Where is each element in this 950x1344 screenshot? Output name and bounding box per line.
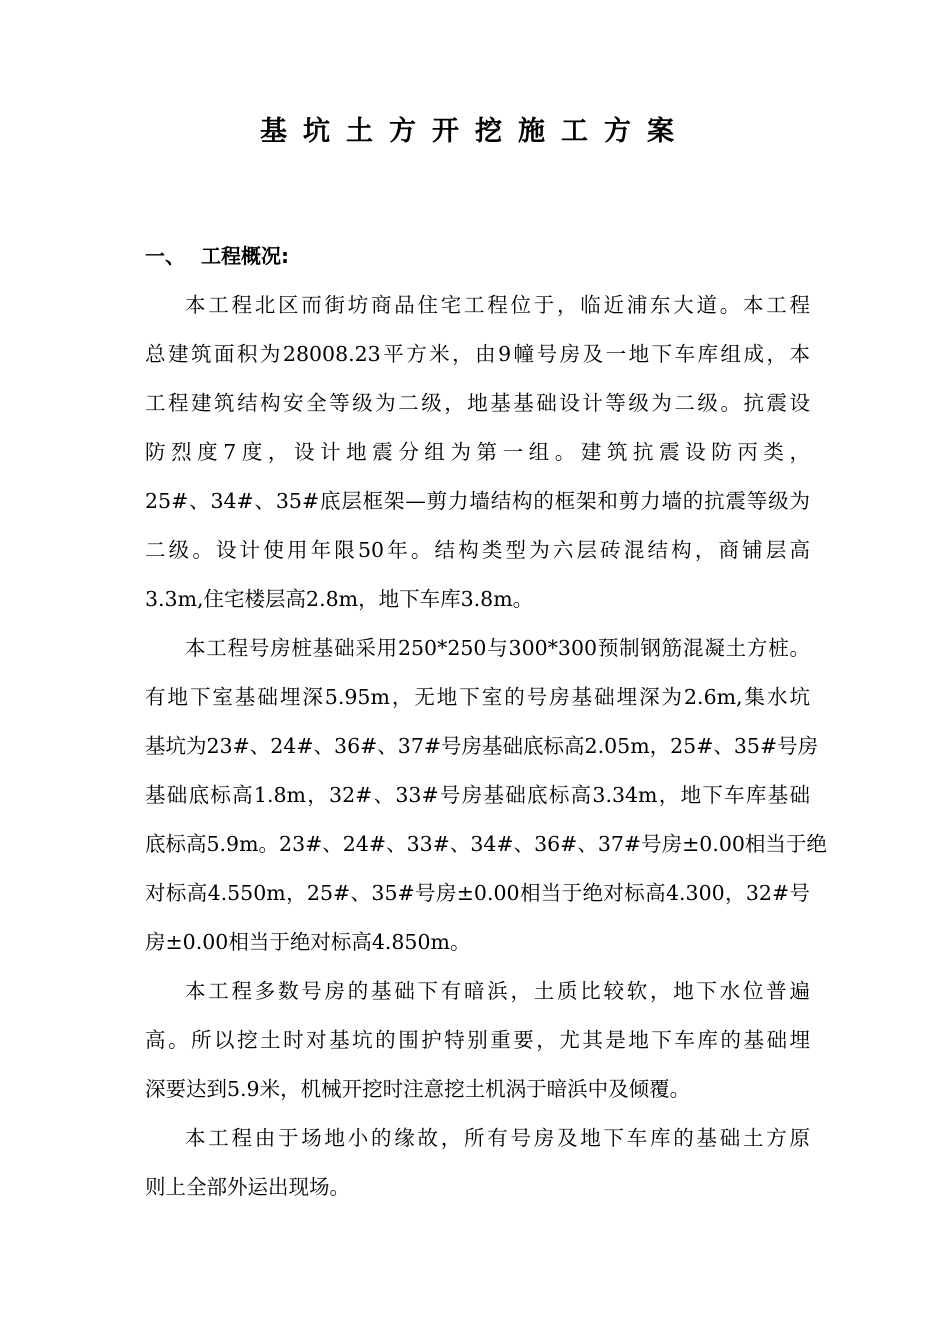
text-line: 对标高4.550m，25#、35#号房±0.00相当于绝对标高4.300，32#号 bbox=[145, 881, 810, 905]
text-line: 本工程号房桩基础采用250*250与300*300预制钢筋混凝土方桩。 bbox=[185, 636, 810, 660]
paragraph-transport bbox=[145, 1118, 810, 1216]
section-number: 一、 bbox=[145, 244, 185, 268]
text-line: 深要达到5.9米，机械开挖时注意挖土机涡于暗浜中及倾覆。 bbox=[145, 1077, 691, 1101]
text-line: 本工程由于场地小的缘故，所有号房及地下车库的基础土方原 bbox=[185, 1126, 810, 1150]
text-line: 基础底标高1.8m，32#、33#号房基础底标高3.34m，地下车库基础 bbox=[145, 783, 810, 807]
text-line: 总建筑面积为28008.23平方米，由9幢号房及一地下车库组成，本 bbox=[145, 342, 810, 366]
paragraph-overview bbox=[145, 285, 810, 628]
document-title: 基坑土方开挖施工方案 bbox=[260, 116, 690, 147]
text-line: 工程建筑结构安全等级为二级，地基基础设计等级为二级。抗震设 bbox=[145, 391, 810, 415]
section-heading-text: 工程概况: bbox=[201, 244, 289, 268]
text-line: 防烈度7度，设计地震分组为第一组。建筑抗震设防丙类， bbox=[145, 440, 810, 464]
text-line: 有地下室基础埋深5.95m，无地下室的号房基础埋深为2.6m,集水坑 bbox=[145, 685, 810, 709]
text-line: 底标高5.9m。23#、24#、33#、34#、36#、37#号房±0.00相当于绝 bbox=[145, 832, 827, 856]
text-line: 3.3m,住宅楼层高2.8m，地下车库3.8m。 bbox=[145, 587, 534, 611]
text-line: 25#、34#、35#底层框架—剪力墙结构的框架和剪力墙的抗震等级为 bbox=[145, 489, 810, 513]
paragraph-foundation bbox=[145, 628, 827, 971]
document-body bbox=[145, 285, 827, 1216]
text-line: 高。所以挖土时对基坑的围护特别重要，尤其是地下车库的基础埋 bbox=[145, 1028, 810, 1052]
text-line: 房±0.00相当于绝对标高4.850m。 bbox=[145, 930, 471, 954]
text-line: 本工程多数号房的基础下有暗浜，土质比较软，地下水位普遍 bbox=[185, 979, 810, 1003]
text-line: 本工程北区而街坊商品住宅工程位于，临近浦东大道。本工程 bbox=[185, 293, 810, 317]
text-line: 则上全部外运出现场。 bbox=[145, 1175, 350, 1199]
section-heading bbox=[145, 240, 289, 272]
paragraph-soil bbox=[145, 971, 810, 1118]
text-line: 二级。设计使用年限50年。结构类型为六层砖混结构，商铺层高 bbox=[145, 538, 810, 562]
text-line: 基坑为23#、24#、36#、37#号房基础底标高2.05m，25#、35#号房 bbox=[145, 734, 819, 758]
